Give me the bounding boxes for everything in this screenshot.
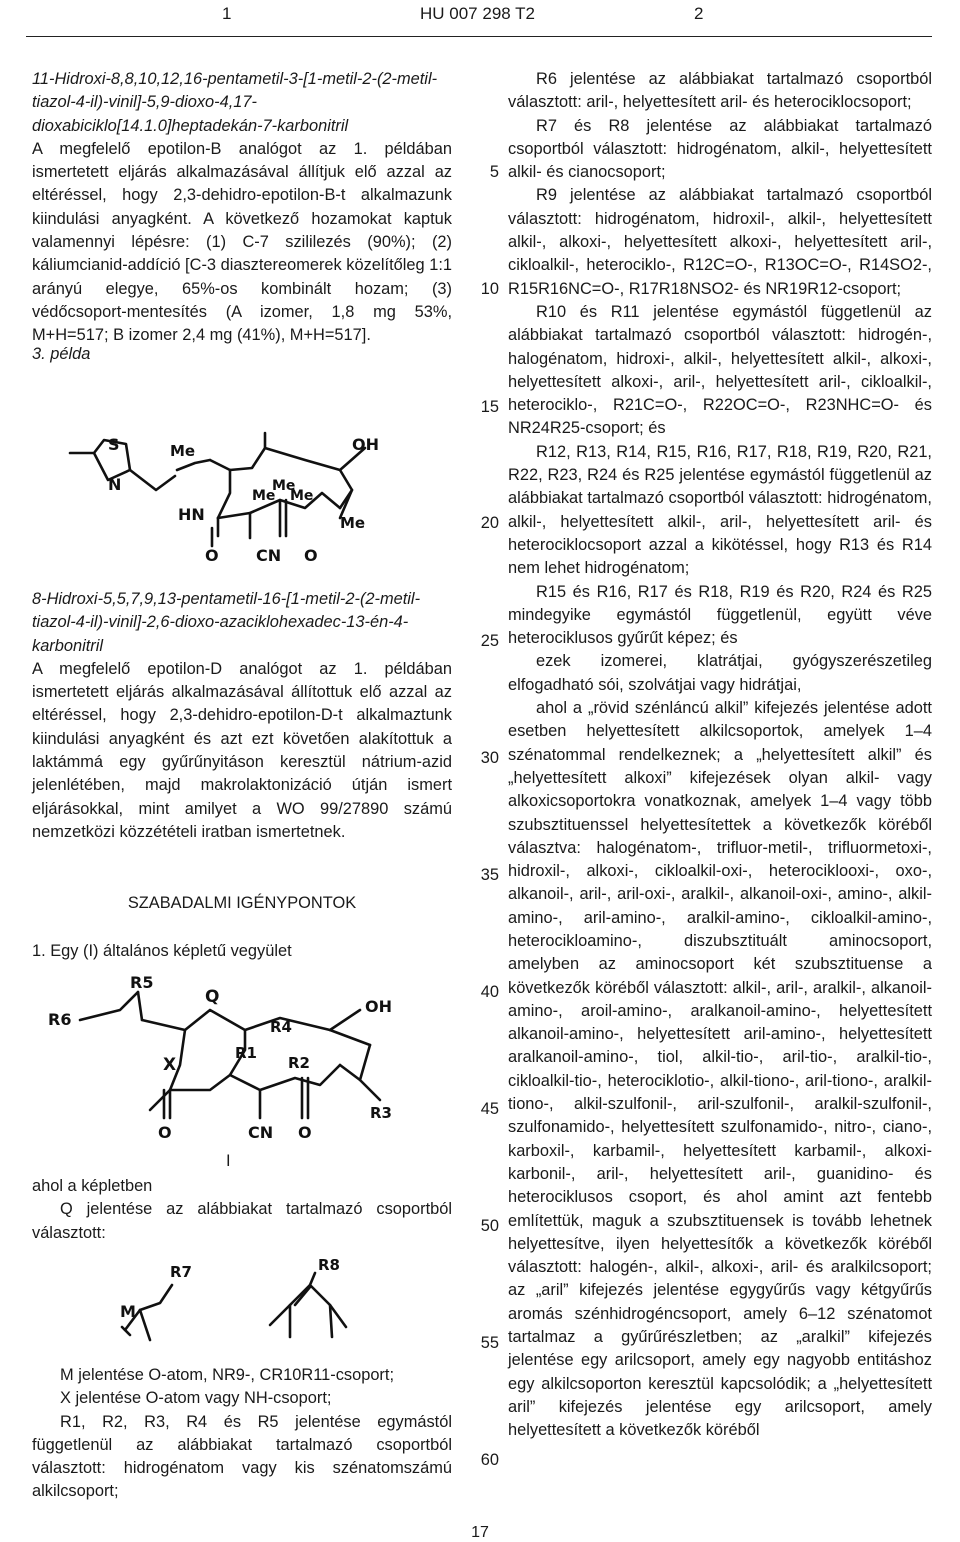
oxygen-label: O bbox=[298, 1123, 312, 1142]
r9-definition: R9 jelentése az alábbiakat tartalmazó csoportból választott: hidrogénatom, hidroxil-, alkil-, helyettesített alkil-, alkoxi-, helyettesített alkoxi-, helyettesített aril-, cikloalkil-, heterociklo-, R12C=O-, R13OC=O-, R14SO2-, R15R16NC=O-, R17R18NSO2- és NR19R12-csoport; bbox=[508, 186, 932, 298]
left-page-number: 1 bbox=[222, 4, 232, 23]
alkyl-definition: ahol a „rövid szénláncú alkil” kifejezés jelentése adott esetben helyettesített alkilcsoportok, amelyek 1–4 szénatommal rendelkeznek; a „helyettesített alkil” és „helyettesített alkoxi” kifejezések olyan alkil- vagy alkoxicsoportokra vonatkoznak, amelyek 1–4 vagy több szubsztituenssel helyettesítettek a következők köréből választva: halogénatom-, trifluor-metil-, trifluormetoxi-, hidroxil-, alkoxi-, cikloalkil-oxi-, heterociklooxi-, oxo-, alkanoil-, aril-, aril-oxi-, aralkil-, alkanoil-oxi-, amino-, alkil-amino-, aril-amino-, aralkil-amino-, cikloalkil-amino-, heterocikloamino-, diszubsztituált aminocsoport, amelyben az aminocsoport két szubsztituense a következők köréből választott: alkil-, aril-, aralkil-, alkanoil-amino-, aroil-amino-, aralkanoil-amino-, helyettesített alkanoil-amino-, helyettesített aril-amino-, helyettesített aralkanoil-amino-, tiol, alkil-tio-, aril-tio-, aralkil-tio-, cikloalkil-tio-, heterociklotio-, alkil-tiono-, aril-tiono-, aralkil-tiono-, alkil-szulfonil-, aril-szulfonil-, aralkil-szulfonil-, szulfonamido-, helyettesített szulfonamido-, nitro-, ciano-, karboxil-, karbamil-, helyettesített karbamil-, alkoxi-karbonil-, aril-, helyettesített aril-, guanidino- és heterociklusos csoport, és ahol amint azt fentebb említettük, maguk a szubsztituensek is tovább lehetnek helyettesítve, ilyen helyettesítők a következők köréből választott: halogén-, alkil-, alkoxi-, aril- és aralkilcsoport; az „aril” kifejezés jelentése egygyűrűs vagy kétgyűrűs aromás szénhidrogéncsoport, amely 6–12 szénatomot tartalmaz a gyűrűrészletben; az „aralkil” kifejezés jelentése egy arilcsoport, amely egy nagyobb entitáshoz egy alkilcsoporton keresztül kapcsolódik; a „helyettesített aril” kifejezés jelentése egy arilcsoport, amely helyettesített a következők köréből bbox=[508, 699, 932, 1440]
left-column bbox=[32, 68, 452, 348]
m-definition: M jelentése O-atom, NR9-, CR10R11-csoport; bbox=[60, 1366, 394, 1384]
nitrile-label: CN bbox=[248, 1123, 274, 1142]
where-intro: ahol a képletben bbox=[32, 1177, 153, 1195]
methyl-label: Me bbox=[170, 442, 196, 460]
methyl-label: Me bbox=[290, 488, 314, 504]
oxygen-label: O bbox=[304, 546, 318, 565]
line-number: 45 bbox=[480, 1100, 499, 1118]
r2-label: R2 bbox=[288, 1054, 310, 1072]
q-definition: Q jelentése az alábbiakat tartalmazó csoportból választott: bbox=[32, 1200, 452, 1242]
right-page-number: 2 bbox=[694, 4, 704, 23]
r6-label: R6 bbox=[48, 1010, 72, 1029]
r8-label: R8 bbox=[318, 1256, 340, 1274]
r10-r11-definition: R10 és R11 jelentése egymástól függetlenül az alábbiakat tartalmazó csoportból választott: hidrogén-, halogénatom, hidroxi-, alkil-, helyettesített alkil-, alkoxi-, helyettesített alkoxi-, aril-, helyettesített aril-, cikloalkil-, heterociklo-, R21C=O-, R22OC=O-, R23NHC=O- és NR24R25-csoport; és bbox=[508, 302, 932, 438]
oxygen-label: O bbox=[158, 1123, 172, 1142]
methyl-label: Me bbox=[340, 514, 366, 532]
line-number: 10 bbox=[480, 280, 499, 298]
q-structures bbox=[110, 1255, 370, 1350]
methyl-label: Me bbox=[252, 488, 276, 504]
sulfur-label: S bbox=[108, 435, 120, 454]
line-number: 5 bbox=[489, 163, 499, 181]
line-number: 60 bbox=[480, 1451, 499, 1469]
document-id: HU 007 298 T2 bbox=[420, 4, 535, 23]
r6-definition: R6 jelentése az alábbiakat tartalmazó csoportból választott: aril-, helyettesített aril- és heterociklocsoport; bbox=[508, 70, 932, 112]
line-number: 15 bbox=[480, 398, 499, 416]
q-label: Q bbox=[205, 987, 220, 1007]
x-label: X bbox=[163, 1055, 177, 1075]
footer-page-number: 17 bbox=[471, 1524, 489, 1541]
header-rule bbox=[26, 36, 932, 37]
general-formula-I bbox=[40, 970, 440, 1170]
oxygen-label: O bbox=[205, 546, 219, 565]
paragraph-epothilone-d: A megfelelő epotilon-D analógot az 1. példában ismertetett eljárás alkalmazásával állítottuk elő azzal az eltéréssel, hogy 2,3-dehidro-epotilon-D-t alkalmaztunk kiindulási anyagként és azt ezt követően alakítottuk a laktámmá egy gyűrűnyitáson keresztül nátrium-azid jelenlétében, majd makrolaktonizáció útján ismert eljárásokkal, mint amilyet a WO 99/27890 számú nemzetközi közzétételi iratban ismertetnek. bbox=[32, 659, 452, 841]
r3-label: R3 bbox=[370, 1104, 392, 1122]
line-number: 25 bbox=[480, 632, 499, 650]
m-label: M bbox=[120, 1302, 136, 1321]
isomers-clause: ezek izomerei, klatrátjai, gyógyszerészetileg elfogadható sói, szolvátjai vagy hidrátjai, bbox=[508, 652, 932, 694]
claims-heading: SZABADALMI IGÉNYPONTOK bbox=[127, 894, 357, 912]
amine-label: HN bbox=[178, 505, 205, 524]
line-number: 35 bbox=[480, 866, 499, 884]
right-column bbox=[508, 68, 932, 1443]
paragraph-epothilone-b: A megfelelő epotilon-B analógot az 1. példában ismertetett eljárás alkalmazásával állítjuk elő azzal az eltéréssel, hogy 2,3-dehidro-epotilon-B-t alkalmazunk kiindulási anyagként. A következő hozamokat kaptuk valamennyi lépésre: (1) C-7 szililezés (90%); (2) káliumcianid-addíció [C-3 diasztereomerek közelítőleg 1:1 arányú elegye, 65%-os kombinált hozam; (3) védőcsoport-mentesítés (A izomer, 1,8 mg 53%, M+H=517; B izomer 2,4 mg (41%), M+H=517]. bbox=[32, 139, 452, 345]
line-number: 50 bbox=[480, 1217, 499, 1235]
line-number: 30 bbox=[480, 749, 499, 767]
r5-label: R5 bbox=[130, 973, 154, 992]
formula-label: I bbox=[226, 1152, 231, 1170]
line-number: 55 bbox=[480, 1334, 499, 1352]
methyl-label: Me bbox=[272, 478, 296, 494]
example-3-structure bbox=[40, 418, 440, 568]
compound-title-2: 8-Hidroxi-5,5,7,9,13-pentametil-16-[1-metil-2-(2-metil-tiazol-4-il)-vinil]-2,6-dioxo-azaciklohexadec-13-én-4-karbonitril bbox=[32, 590, 421, 655]
r1-label: R1 bbox=[235, 1044, 257, 1062]
r-definition: R1, R2, R3, R4 és R5 jelentése egymástól függetlenül az alábbiakat tartalmazó csoportból választott: hidrogénatom vagy kis szénatomszámú alkilcsoport; bbox=[32, 1412, 452, 1501]
left-column-3 bbox=[32, 1175, 452, 1245]
compound-title-1: 11-Hidroxi-8,8,10,12,16-pentametil-3-[1-metil-2-(2-metil-tiazol-4-il)-vinil]-5,9-dioxo-4,17-dioxabiciklo[14.1.0]heptadekán-7-karbonitril bbox=[32, 70, 438, 135]
r7-r8-definition: R7 és R8 jelentése az alábbiakat tartalmazó csoportból választott: hidrogénatom, alkil-, helyettesített alkil- és cianocsoport; bbox=[508, 116, 932, 182]
r7-label: R7 bbox=[170, 1263, 192, 1281]
x-definition: X jelentése O-atom vagy NH-csoport; bbox=[60, 1389, 332, 1408]
nitrile-label: CN bbox=[256, 546, 282, 565]
hydroxyl-label: OH bbox=[365, 997, 392, 1016]
hydroxyl-label: OH bbox=[352, 435, 379, 454]
r12-r25-definition: R12, R13, R14, R15, R16, R17, R18, R19, R20, R21, R22, R23, R24 és R25 jelentése egymástól függetlenül az alábbiakat tartalmazó csoportból választott: hidrogénatom, alkil-, helyettesített alkil-, aril-, helyettesített aril- és heterociklocsoport azzal a kikötéssel, hogy R13 és R14 nem lehet hidrogénatom; bbox=[508, 442, 932, 578]
line-number: 20 bbox=[480, 514, 499, 532]
line-number: 40 bbox=[480, 983, 499, 1001]
left-column-2 bbox=[32, 588, 452, 844]
example-3-heading: 3. példa bbox=[32, 345, 91, 363]
left-column-4 bbox=[32, 1364, 452, 1504]
r4-label: R4 bbox=[270, 1018, 292, 1036]
r15-r25-ring-definition: R15 és R16, R17 és R18, R19 és R20, R24 és R25 mindegyike egymástól függetlenül, együtt véve heterociklusos gyűrűt képez; és bbox=[508, 582, 932, 648]
claim-1-intro: 1. Egy (I) általános képletű vegyület bbox=[32, 942, 292, 960]
nitrogen-label: N bbox=[108, 475, 122, 494]
